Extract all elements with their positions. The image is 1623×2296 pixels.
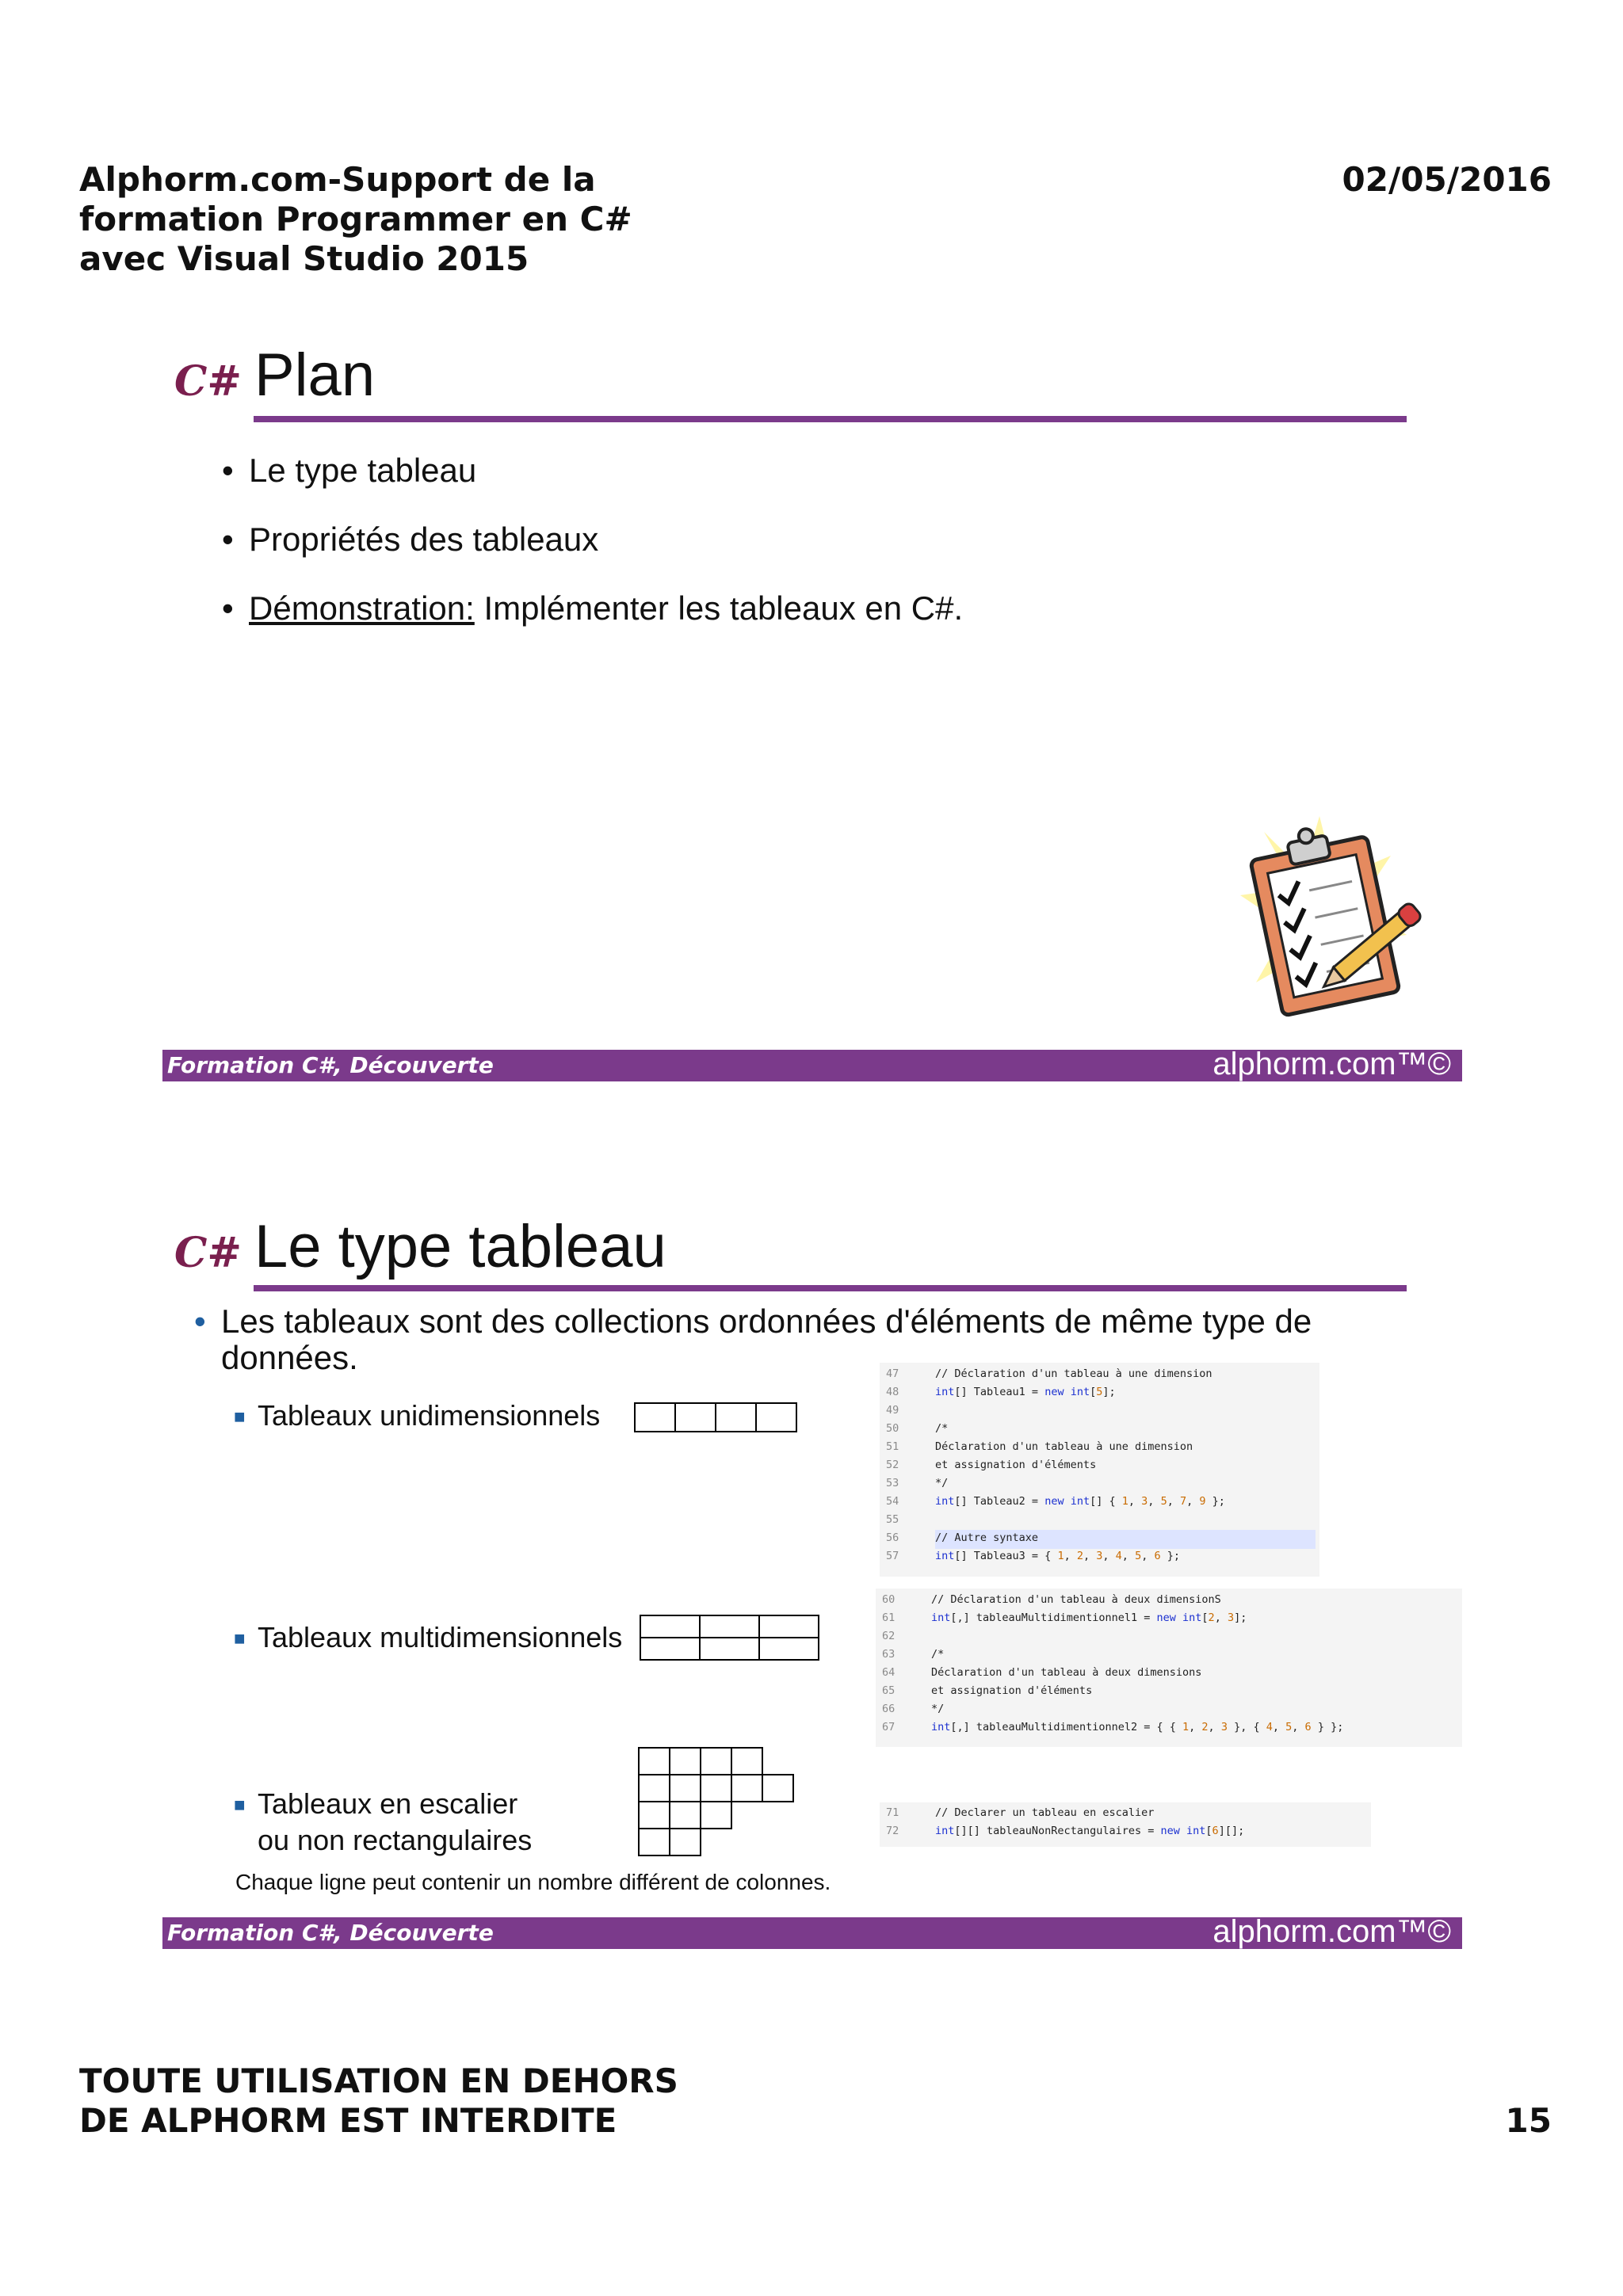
- line-number: 53: [886, 1477, 899, 1489]
- line-number: 55: [886, 1513, 899, 1526]
- intro-line-2: données.: [221, 1339, 358, 1376]
- line-number: 47: [886, 1367, 899, 1380]
- clipboard-checklist-icon: [1209, 800, 1446, 1038]
- bullet-text: Propriétés des tableaux: [249, 521, 599, 558]
- item-label: Tableaux unidimensionnels: [258, 1399, 601, 1432]
- footer-course: Formation C#, Découverte: [167, 1920, 494, 1946]
- line-number: 54: [886, 1495, 899, 1508]
- line-number: 71: [886, 1806, 899, 1819]
- slide-title: [174, 1212, 666, 1281]
- code-line: int[,] tableauMultidimentionnel2 = { { 1, 2, 3 }, { 4, 5, 6 } };: [931, 1721, 1344, 1733]
- bullet-proprietes: • Propriétés des tableaux: [222, 521, 599, 558]
- code-line: // Déclaration d'un tableau à une dimension: [935, 1367, 1212, 1380]
- slide-title-text: Plan: [254, 341, 376, 409]
- bullet-text: Le type tableau: [249, 452, 477, 489]
- warning-line-1: TOUTE UTILISATION EN DEHORS: [79, 2061, 678, 2100]
- item-unidimensional: ■ Tableaux unidimensionnels: [234, 1399, 601, 1432]
- title-rule: [254, 416, 1407, 422]
- line-number: 64: [882, 1666, 896, 1679]
- usage-warning: [79, 2061, 678, 2141]
- item-label: Tableaux multidimensionnels: [258, 1621, 623, 1653]
- code-line: et assignation d'éléments: [931, 1684, 1093, 1697]
- title-line-3: avec Visual Studio 2015: [79, 239, 529, 278]
- slide-plan: [162, 341, 1462, 1081]
- slide-title-text: Le type tableau: [254, 1213, 666, 1280]
- item-label-line-1: Tableaux en escalier: [258, 1787, 518, 1820]
- line-number: 66: [882, 1703, 896, 1715]
- code-line: // Declarer un tableau en escalier: [935, 1806, 1155, 1819]
- slide-title: [174, 341, 375, 410]
- footer-brand: alphorm.com™©: [1212, 1914, 1451, 1949]
- code-line: int[] Tableau1 = new int[5];: [935, 1386, 1116, 1398]
- line-number: 60: [882, 1593, 896, 1606]
- line-number: 57: [886, 1550, 899, 1562]
- line-number: 62: [882, 1630, 896, 1642]
- line-number: 48: [886, 1386, 899, 1398]
- item-jagged: ■ Tableaux en escalier ou non rectangulaires: [234, 1787, 533, 1857]
- document-date: 02/05/2016: [1342, 160, 1552, 199]
- bullet-type-tableau: • Le type tableau: [222, 452, 477, 489]
- title-line-2: formation Programmer en C#: [79, 200, 632, 238]
- code-line: // Autre syntaxe: [935, 1531, 1039, 1544]
- code-line: /*: [931, 1648, 945, 1661]
- intro-bullet: • Les tableaux sont des collections ordonnées d'éléments de même type de données.: [194, 1302, 1312, 1376]
- csharp-logo: C#: [174, 357, 242, 406]
- code-line: int[,] tableauMultidimentionnel1 = new int[2, 3];: [931, 1611, 1247, 1624]
- line-number: 63: [882, 1648, 896, 1661]
- item-label-line-2: ou non rectangulaires: [258, 1824, 533, 1857]
- jagged-note: Chaque ligne peut contenir un nombre différent de colonnes.: [235, 1870, 831, 1894]
- code-snippet-1d: [880, 1363, 1319, 1577]
- warning-line-2: DE ALPHORM EST INTERDITE: [79, 2101, 617, 2140]
- item-multidimensional: ■ Tableaux multidimensionnels: [234, 1621, 623, 1653]
- footer-course: Formation C#, Découverte: [167, 1052, 494, 1078]
- slide-type-tableau: [162, 1192, 1462, 1953]
- bullet-text: Implémenter les tableaux en C#.: [474, 589, 964, 627]
- intro-line-1: Les tableaux sont des collections ordonnées d'éléments de même type de: [221, 1302, 1312, 1340]
- code-snippet-jagged: [880, 1802, 1371, 1847]
- line-number: 72: [886, 1825, 899, 1837]
- code-line: int[] Tableau3 = { 1, 2, 3, 4, 5, 6 };: [935, 1550, 1180, 1562]
- demonstration-link[interactable]: Démonstration:: [249, 589, 475, 627]
- code-line: Déclaration d'un tableau à deux dimensions: [931, 1666, 1202, 1679]
- slide-footer: [162, 1047, 1462, 1081]
- document-title: [79, 160, 632, 279]
- code-line: // Déclaration d'un tableau à deux dimensionS: [931, 1593, 1221, 1606]
- line-number: 49: [886, 1404, 899, 1417]
- code-line: int[][] tableauNonRectangulaires = new int[6][];: [935, 1825, 1245, 1837]
- grid-1d-diagram: [634, 1402, 797, 1432]
- line-number: 61: [882, 1611, 896, 1624]
- footer-brand: alphorm.com™©: [1212, 1047, 1451, 1081]
- code-line: int[] Tableau2 = new int[] { 1, 3, 5, 7, 9 };: [935, 1495, 1225, 1508]
- line-number: 51: [886, 1440, 899, 1453]
- line-number: 65: [882, 1684, 896, 1697]
- code-line: et assignation d'éléments: [935, 1459, 1097, 1471]
- code-line: /*: [935, 1422, 949, 1435]
- page-number: 15: [1505, 2101, 1552, 2140]
- line-number: 50: [886, 1422, 899, 1435]
- jagged-array-diagram: [638, 1747, 808, 1866]
- grid-2d-diagram: [640, 1615, 819, 1661]
- line-number: 56: [886, 1531, 899, 1544]
- slide-footer: [162, 1914, 1462, 1949]
- code-snippet-2d: [876, 1589, 1462, 1747]
- bullet-demonstration: • Démonstration: Implémenter les tableaux en C#.: [222, 589, 964, 627]
- code-line: Déclaration d'un tableau à une dimension: [935, 1440, 1193, 1453]
- line-number: 67: [882, 1721, 896, 1733]
- line-number: 52: [886, 1459, 899, 1471]
- csharp-logo: C#: [174, 1229, 242, 1277]
- code-line: */: [931, 1703, 945, 1715]
- code-line: */: [935, 1477, 949, 1489]
- title-rule: [254, 1285, 1407, 1291]
- title-line-1: Alphorm.com-Support de la: [79, 160, 596, 199]
